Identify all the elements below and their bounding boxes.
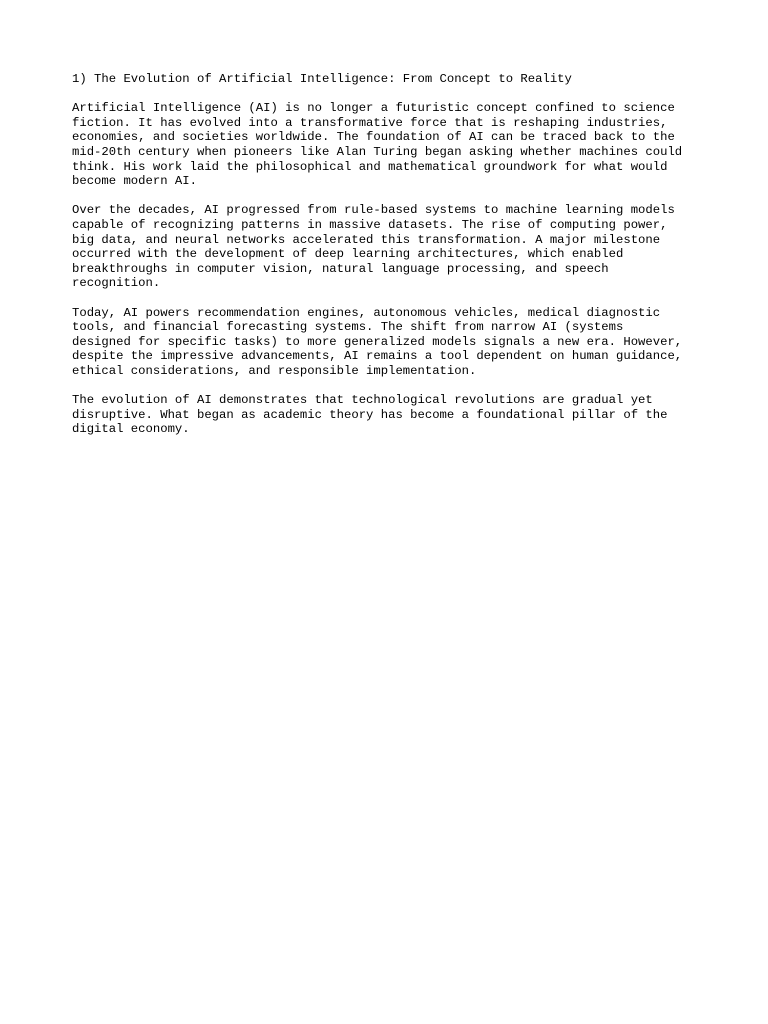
paragraph-line: digital economy.: [72, 422, 190, 437]
paragraph-line: capable of recognizing patterns in massive datasets. The rise of computing power,: [72, 217, 668, 232]
paragraph-line: Over the decades, AI progressed from rule-based systems to machine learning models: [72, 203, 675, 218]
paragraph-line: breakthroughs in computer vision, natural language processing, and speech: [72, 261, 609, 276]
paragraph-line: Today, AI powers recommendation engines, autonomous vehicles, medical diagnostic: [72, 305, 661, 320]
paragraph-line: become modern AI.: [72, 174, 197, 189]
paragraph-line: despite the impressive advancements, AI remains a tool dependent on human guidance,: [72, 349, 683, 364]
paragraph-4: [72, 393, 712, 437]
paragraph-line: occurred with the development of deep learning architectures, which enabled: [72, 247, 624, 262]
paragraph-line: Artificial Intelligence (AI) is no longer a futuristic concept confined to science: [72, 101, 675, 116]
paragraph-3: [72, 306, 712, 379]
paragraph-line: disruptive. What began as academic theory has become a foundational pillar of the: [72, 407, 668, 422]
paragraph-1: [72, 101, 712, 189]
paragraph-line: designed for specific tasks) to more generalized models signals a new era. However,: [72, 334, 683, 349]
paragraph-line: tools, and financial forecasting systems. The shift from narrow AI (systems: [72, 320, 624, 335]
document-heading: 1) The Evolution of Artificial Intelligence: From Concept to Reality: [72, 72, 572, 86]
paragraph-line: ethical considerations, and responsible implementation.: [72, 363, 477, 378]
document-page: [72, 72, 712, 451]
paragraph-line: fiction. It has evolved into a transformative force that is reshaping industries,: [72, 115, 668, 130]
paragraph-line: recognition.: [72, 276, 161, 291]
paragraph-2: [72, 203, 712, 291]
paragraph-line: think. His work laid the philosophical and mathematical groundwork for what would: [72, 159, 668, 174]
paragraph-line: mid-20th century when pioneers like Alan Turing began asking whether machines could: [72, 144, 683, 159]
paragraph-line: The evolution of AI demonstrates that technological revolutions are gradual yet: [72, 393, 653, 408]
paragraph-line: economies, and societies worldwide. The foundation of AI can be traced back to the: [72, 130, 675, 145]
paragraph-line: big data, and neural networks accelerated this transformation. A major milestone: [72, 232, 661, 247]
